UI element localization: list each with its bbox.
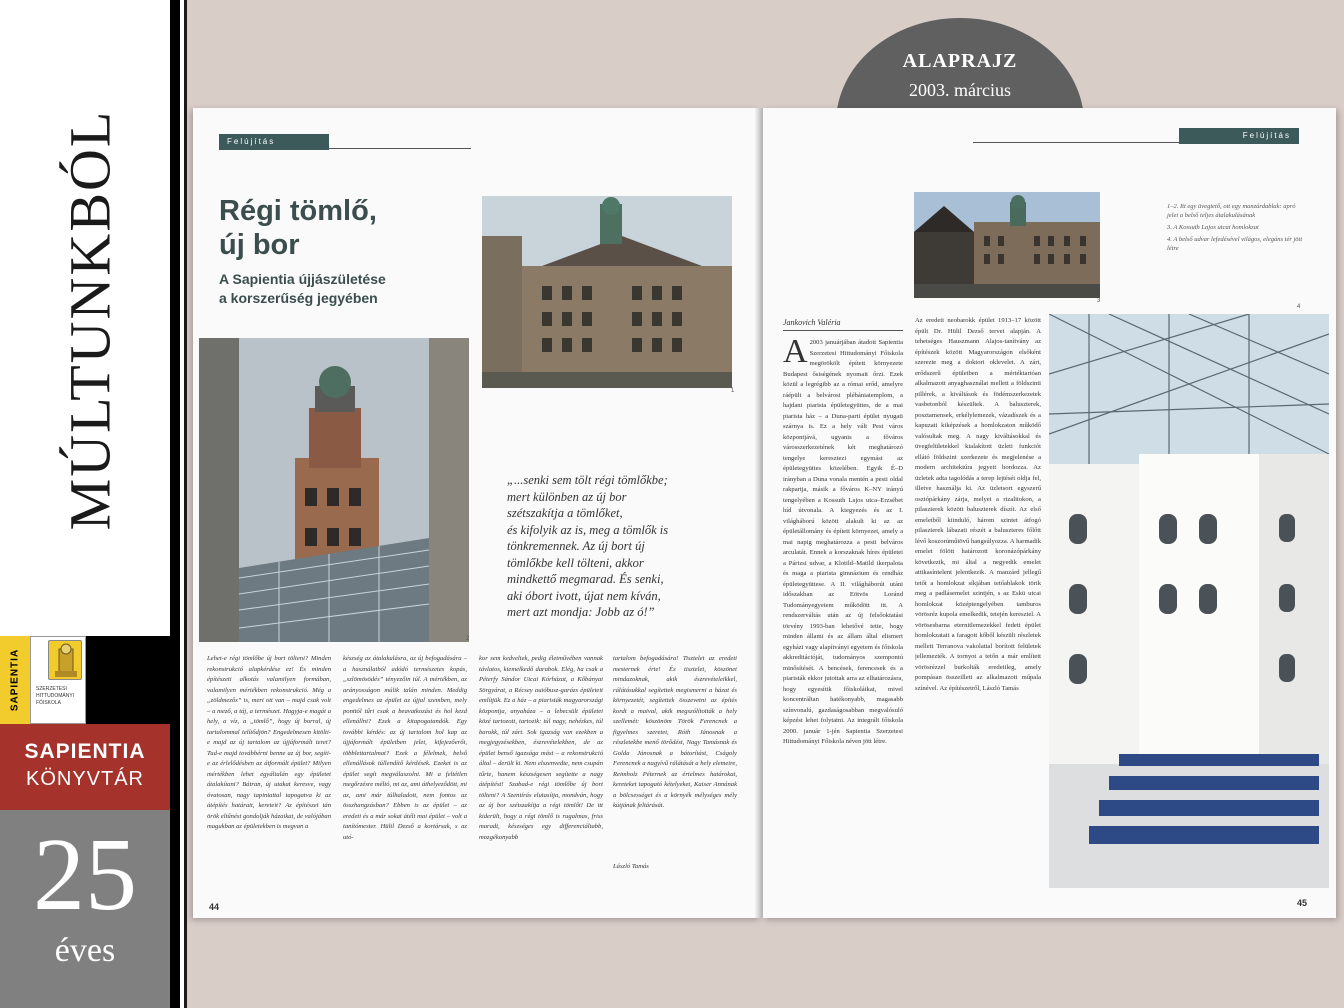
article-headline <box>219 194 377 262</box>
library-band <box>0 724 170 810</box>
crest-icon <box>48 640 82 680</box>
figure-number: 4 <box>1297 304 1301 310</box>
text-column: tartalom befogadására! Tisztelet az eredeti mesternek érte! És tisztelet, köszönet mindazoknak, akik észrevételeikkel, rálátásukkal segítettek megismerni a házat és környezetét, segítettek összevetni az építés kordt a maival, akik megszólították a hely szellemét: köszönöm Török Ferencnek a figyelmes szeretet, Róth Jánosnak a részletekbe menő törődést, Nagy Tamásnak és Golda Jánosnak a bátorítást, Cságoly Ferencnek a nagyívű rálátását a hely elemeire, Reimholz Péternek az értelmes határokat, kereteket tapogató kételyeket, Kaiser Annának a bölcsességet és a környék mélységes mély kútjának feltárását. <box>613 655 737 809</box>
page-number: 44 <box>209 902 220 912</box>
logo-vertical-band <box>0 636 30 724</box>
caption: 4. A belső udvar lefedésével világos, elegáns tér jött létre <box>1167 236 1303 252</box>
page-number: 45 <box>1297 898 1308 908</box>
anniversary-band <box>0 810 170 1008</box>
section-tag: Felújítás <box>219 134 329 150</box>
magazine-page-right <box>763 108 1336 918</box>
library-line1: SAPIENTIA <box>24 740 146 763</box>
sidebar-title-text: MÚLTUNKBÓL <box>57 109 123 531</box>
street-facade-photo <box>914 192 1100 298</box>
figure-number: 1 <box>731 388 735 394</box>
library-line2: KÖNYVTÁR <box>25 768 145 790</box>
caption: 1–2. Itt egy üvegtető, ott egy manzárdablak: apró jelei a belső teljes átalakulásának <box>1167 203 1296 219</box>
pull-quote: „...senki sem tölt régi tömlőkbe; mert különben az új bor szétszakítja a tömlőket, és kifolyik az is, meg a tömlők is tönkremennek. Az új bort új tömlőkbe kell tölteni, akkor mindkettő megmarad. És senki, aki óbort ivott, újat nem kíván, mert azt mondja: Jobb az ó!” <box>507 473 669 619</box>
text-column <box>783 338 903 894</box>
figure-number: 2 <box>466 636 470 642</box>
section-rule <box>973 142 1179 143</box>
article-author: Jankovich Valéria <box>783 318 841 327</box>
courtyard-tower-photo <box>199 338 469 642</box>
article-subhead <box>219 270 386 308</box>
badge-title: ALAPRAJZ <box>902 50 1018 72</box>
section-tag: Felújítás <box>1179 128 1299 144</box>
sidebar-title <box>57 109 123 531</box>
author-signature: László Tamás <box>613 863 649 870</box>
section-rule <box>329 148 471 149</box>
anniversary-number: 25 <box>33 817 137 932</box>
text-column: kor sem kedveltek, pedig életművében vannak távlatos, kiemelkedő darabok. Elég, ha csak a Péterfy Sándor Utcai Kórházat, a Kőbányai Sörgyárat, a Récsey autóbusz-garázs épületeit említjük. Ez a ház – a piaristák magyarországi központja, anyaháza – a lebecsült épületei közé tartozott, tartozik: túl nagy, nehézkes, túl barokk, túl zárt. Sok igazság van ezekben a megjegyzésekben, észrevételekben, de az épület benső igazsága mást – a rekonstrukció által – derült ki. Nem elszenvedte, nem csupán tűrte, hanem készségesen segítette a nagy átépítést! Szabad-e régi tömlőbe új bort tölteni? A Szentírás elutasítja, mondván, hogy az új bor szétszakítja a régi tömlőt! De itt kiderült, hogy a régi tömlő is rugalmas, friss maradt, készséges egy differenciáltabb, mozgékonyabb <box>479 655 603 841</box>
badge-date: 2003. március <box>909 80 1011 100</box>
subhead-line1: A Sapientia újjászületése <box>219 271 386 287</box>
building-facade-photo <box>482 196 732 388</box>
anniversary-label: éves <box>54 932 116 969</box>
divider <box>184 0 187 1008</box>
text-column: Az eredeti neobarokk épület 1913–17 között épült Dr. Hültl Dezső tervei alapján. A tehetséges Hauszmann Alajos-tanítvány az építészek között Magyarországon elsőként szerezte meg a doktori oklevelet. A zárt, erődszerű épületben a mértéktartóan alkalmazott anyaghasználat mellett a földszinti pillérek, a kiváltások és födémszerkezetek vasbetonból készültek. A baluszterek, posztamensek, erkélylemezek, vázadíszek és a kapuzati kiképzések a homlokzaton működő valósultak meg. A nagy kiváltásokkal és üvegfelületekkel kialakított üzleti funkciót ellátó földszint szerkezete és megjelenése a modern architektúra jegyeit hordozza. Az üzletek adta tagolódás a terep lejtését oldja fel, illetve használja ki. Az üzletsort egyszerű osztópárkány zárja, melyet a rizalitokon, a pilaszterek között baluszterek díszít. Az első emeletből kiinduló, három szintet átfogó pilaszterek lábazati részét a baluszteres főlőtt lévő koszorúműtövű hangsúlyozza. A harmadik emelet fölött határozott koronázópárkány következik, mi által a negyedik emelet attikasíntelent jelentkezik. A manzárd jellegű tetőt a homlokzat síkjában tetőablakok törik meg a padlásemelet szintjén, s az Eskü utcai homlokzat középtengelyében tamburos vörösréz kupola emelkedik, tetején keresztel. A vörösesbarna eternitlemezekkel fedett épület homlokzatait a faragott kőből készült részletek mellett Terranova vakolattal borított felületek jellemezték. A tornyot a tetőn a már említett vörösrézzel burkolták eredetileg, amely pompásan összeillett az alkalmazott műpala színével. Az építészetről, László Tamás <box>915 317 1041 692</box>
caption: 3. A Kossuth Lajos utcai homlokzat <box>1167 224 1259 231</box>
headline-line2: új bor <box>219 229 300 261</box>
text-column: készség az átalakulásra, az új befogadására – a használatból adódó természetes kopás, „szlömösödés” tényezőin túl. A mértékben, az arányosságon múlik talán minden. Meddig engedelmes az épület az újjal szemben, mely ponttól tűri csak a beavatkozást és hol kezd ellenállni? Ezek a kitapogatandók. Egy további kérdés: az új tartalom hol kap az újjáformált épületben jelet, kifejezőerőt, többlettartalmat? Ezek a félelmek, belső ellenállások túllendítő kérdések. Ezeket is az épület segít megválaszolni. Mi a feltétlen megőrzésre méltó, mi az, ami áthelyeződött, mi az, ami már túlhaladott, nem fontos az összhangzásban? Ebben is az épület – az eredeti és a már sokat átélt mai épület – volt a tanítómester. Hültl Dezső a kortársak, s az utó- <box>343 655 467 841</box>
text-column: Lehet-e régi tömlőbe új bort tölteni? Minden rekonstrukció alapkérdése ez! És minden építészeti alkotás valamilyen formában, valamilyen mértékben rekonstrukció. Még a „zöldmezős” is, mert ott van – majd csak volt – a mező, a táj, a természet. Hagyja-e magát a hely, a víz, a „tömlő”, hogy új borral, új tartalommal telítődjön? Engedelmesen kitölti-e majd az új tartalom az újjáformált teret? Tud-e majd továbbérni benne az új bor, segíti-e az érlelődésben az átformált épület? Milyen mértékben lehet egyáltalán egy épületet átalakítani? Bátran, új utakat keresve, vagy óvatosan, nagy tapintattal tapogatva ki az átépítés határait, kereteit? Az építészet tán örök eltűnést gondolják házaikat, de valójában magukban az épületekben is megvan a <box>207 655 331 830</box>
photo-captions <box>1167 202 1307 256</box>
drop-cap: A <box>783 338 808 370</box>
author-rule <box>783 330 903 331</box>
logo-vertical-text: SAPIENTIA <box>9 648 21 712</box>
atrium-photo <box>1049 314 1329 888</box>
magazine-page-left <box>193 108 761 918</box>
subhead-line2: a korszerűség jegyében <box>219 290 378 306</box>
figure-number: 3 <box>1097 298 1101 304</box>
logo-text: SZERZETESI HITTUDOMÁNYI FŐISKOLA <box>36 686 75 706</box>
column-text: 2003 januárjában átadott Sapientia Szerzetesi Hittudományi Főiskola megörökölt épített környezete Budapest ősiségének nyomait őrzi. Ezek közül a legrégibb az a római erőd, amelyre ráépült a belvárosi plébániatemplom, a hajdani piarista épületegyüttes, de a mai piarista ház – a Duna-parti épület nyugati szárnya is. Ez a hely vált Pest város központjává, ugyanis a főváros városszerkezetének két meghatározó tengelye keresztezi egymást az épületegyüttes közelében. Egyik É–D irányban a Duna vonala mentén a pesti oldal rakpartja, másik a főváros K–NY irányú tengelyében a Kossuth Lajos utca–Erzsébet híd útvonala. A kiegyezés és az I. világháború között alakult ki az az épületállomány és épített környezet, amely a mai napig meghatározza a pesti belváros arculatát. Ennek a korszaknak híres épületei a Párizsi udvar, a Klotild–Matild ikerpalota és maga a piarista gimnázium és rendház épületegyüttese. A II. világháborúi utáni időszakban az Eötvös Loránd Tudományegyetem működött itt. A rendszerváltás után az új felsőoktatási törvény 1993-ban lehetővé tette, hogy minden állami és az állam által elismert egyházi vagy alapítványi egyetem és főiskola akkreditációját, tudományos szempontú minősítését. A bencések, ferencesek és a piaristák ekkor jutottak arra az elhatározásra, hogy egyesítik főiskoláikat, mivel koncentráltan hatékonyabb, magasabb színvonalú, gazdaságosabban megvalósuló képzést lehet folytatni. Az integrált főiskola 2000. január 1-jén Sapientia Szerzetesi Hittudományi Főiskola néven jött létre. <box>783 339 903 745</box>
headline-line1: Régi tömlő, <box>219 195 377 227</box>
divider <box>170 0 180 1008</box>
